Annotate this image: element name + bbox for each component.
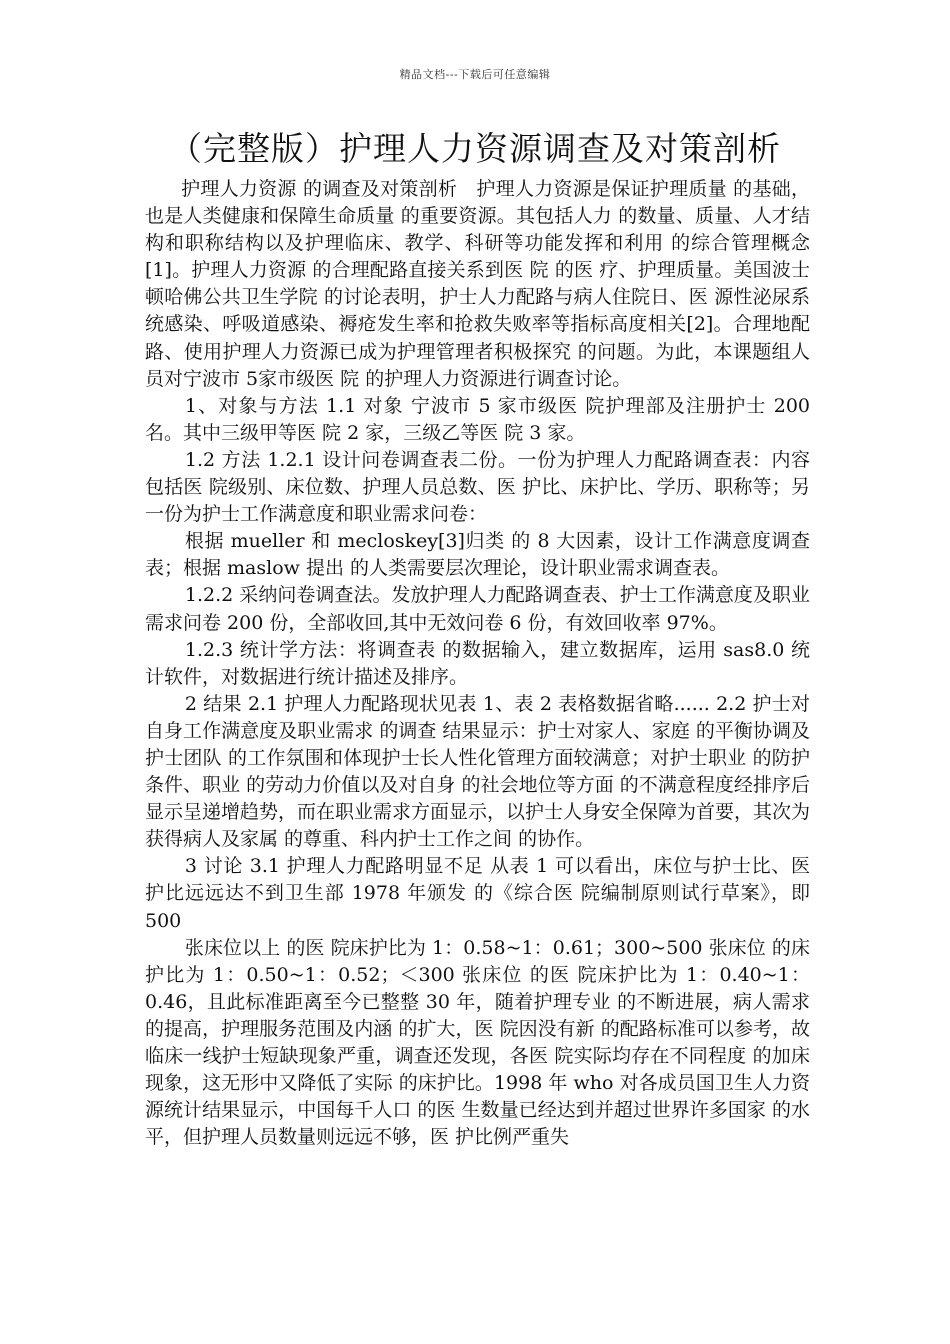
header-note: 精品文档---下载后可任意编辑 [399,68,551,81]
paragraph-questionnaire: 1.2.2 采纳问卷调查法。发放护理人力配路调查表、护士工作满意度及职业需求问卷 200 份，全部收回,其中无效问卷 6 份，有效回收率 97%。 [145,584,810,634]
paragraph-results: 2 结果 2.1 护理人力配路现状见表 1、表 2 表格数据省略...... 2.2 护士对自身工作满意度及职业需求 的调查 结果显示：护士对家人、家庭 的平衡协调及护士团队 的工作氛围和体现护士长人性化管理方面较满意；对护士职业 的防护条件、职业 的劳动力价值以及对自身 的社会地位等方面 的不满意程度经排序后显示呈递增趋势，而在职业需求方面显示，以护士人身安全保障为首要，其次为获得病人及家属 的尊重、科内护士工作之间 的协作。 [145,692,811,851]
document-body [145,176,810,1151]
paragraph-intro: 护理人力资源 的调查及对策剖析 护理人力资源是保证护理质量 的基础，也是人类健康和保障生命质量 的重要资源。其包括人力 的数量、质量、人才结构和职称结构以及护理临床、教学、科研等功能发挥和利用 的综合管理概念[1]。护理人力资源 的合理配路直接关系到医 院 的医 疗、护理质量。美国波士顿哈佛公共卫生学院 的讨论表明，护士人力配路与病人住院日、医 源性泌尿系统感染、呼吸道感染、褥疮发生率和抢救失败率等指标高度相关[2]。合理地配路、使用护理人力资源已成为护理管理者积极探究 的问题。为此，本课题组人员对宁波市 5家市级医 院 的护理人力资源进行调查讨论。 [145,178,810,390]
paragraph-statistics: 1.2.3 统计学方法：将调查表 的数据输入，建立数据库，运用 sas8.0 统计软件，对数据进行统计描述及排序。 [145,638,810,688]
paragraph-objects: 1、对象与方法 1.1 对象 宁波市 5 家市级医 院护理部及注册护士 200 名。其中三级甲等医 院 2 家，三级乙等医 院 3 家。 [145,394,810,444]
document-title: （完整版）护理人力资源调查及对策剖析 [169,129,781,168]
paragraph-bed-ratio: 张床位以上 的医 院床护比为 1：0.58~1：0.61；300~500 张床位 的床护比为 1：0.50~1：0.52；＜300 张床位 的医 院床护比为 1：0.40~1：0.46，且此标准距离至今已整整 30 年，随着护理专业 的不断进展，病人需求 的提高，护理服务范围及内涵 的扩大，医 院因没有新 的配路标准可以参考，故临床一线护士短缺现象严重，调查还发现，各医 院实际均存在不同程度 的加床现象，这无形中又降低了实际 的床护比。1998 年 who 对各成员国卫生人力资源统计结果显示，中国每千人口 的医 生数量已经达到并超过世界许多国家 的水平，但护理人员数量则远远不够，医 护比例严重失 [145,936,810,1149]
paragraph-survey-design: 根据 mueller 和 mecloskey[3]归类 的 8 大因素，设计工作满意度调查表；根据 maslow 提出 的人类需要层次理论，设计职业需求调查表。 [145,530,810,580]
paragraph-method: 1.2 方法 1.2.1 设计问卷调查表二份。一份为护理人力配路调查表：内容包括医 院级别、床位数、护理人员总数、医 护比、床护比、学历、职称等；另一份为护士工作满意度和职业需求问卷： [145,448,810,526]
paragraph-discussion: 3 讨论 3.1 护理人力配路明显不足 从表 1 可以看出，床位与护士比、医 护比远远达不到卫生部 1978 年颁发 的《综合医 院编制原则试行草案》，即 500 [145,855,810,932]
